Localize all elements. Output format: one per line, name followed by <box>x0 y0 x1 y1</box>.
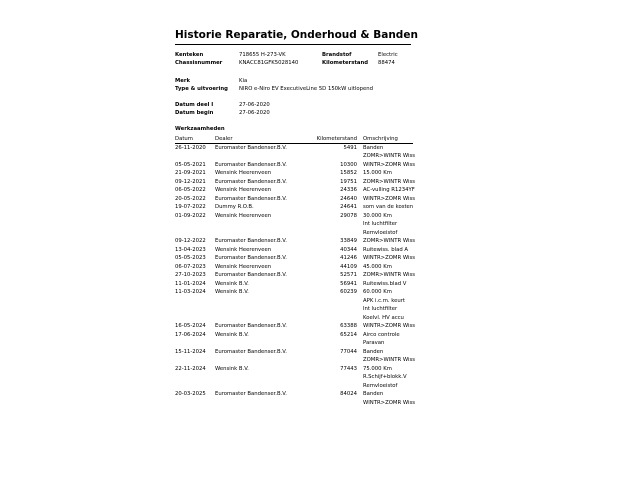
row-km: 52571 <box>340 272 357 278</box>
row-date: 27-10-2023 <box>175 272 206 278</box>
datum-begin-value: 27-06-2020 <box>239 110 270 116</box>
row-date: 11-03-2024 <box>175 289 206 295</box>
row-dealer: Wensink Heerenveen <box>215 187 272 193</box>
row-description: ZOMR>WINTR Wiss <box>363 178 415 185</box>
row-dealer: Wensink Heerenveen <box>215 246 272 253</box>
kilometerstand-label: Kilometerstand <box>322 60 369 66</box>
row-km: 33849 <box>340 238 357 244</box>
table-row <box>0 213 640 222</box>
row-date: 26-11-2020 <box>175 144 206 151</box>
row-km: 60239 <box>340 289 357 295</box>
brandstof-label: Brandstof <box>322 52 352 58</box>
row-date: 21-09-2021 <box>175 170 206 176</box>
table-row <box>0 238 640 247</box>
header-km: Kilometerstand <box>316 136 357 142</box>
row-dealer: Wensink B.V. <box>215 331 249 338</box>
row-km: 5491 <box>343 144 357 151</box>
row-dealer: Euromaster Bandenser.B.V. <box>215 255 287 261</box>
row-date: 17-06-2024 <box>175 331 206 338</box>
merk-value: Kia <box>239 78 248 84</box>
row-description: ZOMR>WINTR Wiss <box>363 272 415 278</box>
table-row <box>0 187 640 196</box>
chassis-label: Chassisnummer <box>175 60 223 66</box>
row-dealer: Wensink Heerenveen <box>215 170 272 176</box>
row-date: 01-09-2022 <box>175 212 206 219</box>
row-description: Koelvl. HV accu <box>363 314 404 321</box>
table-row <box>0 323 640 332</box>
row-dealer: Euromaster Bandenser.B.V. <box>215 178 287 185</box>
table-row <box>0 179 640 188</box>
row-km: 15852 <box>340 170 357 176</box>
datum-begin-label: Datum begin <box>175 110 214 116</box>
row-km: 56941 <box>340 280 357 287</box>
row-description: AC-vulling R1234YF <box>363 187 415 193</box>
row-km: 10300 <box>340 161 357 168</box>
row-description: 60.000 Km <box>363 289 392 295</box>
row-description: Ruitewiss.blad V <box>363 280 407 287</box>
section-title: Werkzaamheden <box>175 126 225 132</box>
row-description: 15.000 Km <box>363 170 392 176</box>
row-km: 41246 <box>340 255 357 261</box>
table-row <box>0 391 640 400</box>
table-row <box>0 196 640 205</box>
row-description: WINTR>ZOMR Wiss <box>363 323 415 329</box>
row-description: Ruitewiss. blad A <box>363 246 409 253</box>
title-divider <box>175 44 411 45</box>
header-dealer: Dealer <box>215 136 233 142</box>
datum-deel-value: 27-06-2020 <box>239 102 270 108</box>
row-date: 22-11-2024 <box>175 365 206 372</box>
row-km: 24641 <box>340 204 357 210</box>
table-row <box>0 264 640 273</box>
row-description: WINTR>ZOMR Wiss <box>363 255 415 261</box>
page-title: Historie Reparatie, Onderhoud & Banden <box>175 29 418 41</box>
kenteken-label: Kenteken <box>175 52 204 58</box>
row-dealer: Euromaster Bandenser.B.V. <box>215 161 287 168</box>
table-row <box>0 162 640 171</box>
row-km: 40344 <box>340 246 357 253</box>
row-km: 63388 <box>340 323 357 329</box>
row-dealer: Euromaster Bandenser.B.V. <box>215 238 287 244</box>
row-description: R.Schijf+blokk.V <box>363 374 407 380</box>
row-date: 11-01-2024 <box>175 280 206 287</box>
row-date: 09-12-2022 <box>175 238 206 244</box>
kilometerstand-value: 88474 <box>378 60 395 66</box>
row-dealer: Euromaster Bandenser.B.V. <box>215 272 287 278</box>
table-row <box>0 349 640 358</box>
row-date: 13-04-2023 <box>175 246 206 253</box>
row-dealer: Euromaster Bandenser.B.V. <box>215 144 287 151</box>
row-description: ZOMR>WINTR Wiss <box>363 357 415 363</box>
row-km: 77044 <box>340 348 357 355</box>
row-description: 30.000 Km <box>363 212 392 219</box>
row-description: 75.000 Km <box>363 365 392 372</box>
row-description: Banden <box>363 348 384 355</box>
table-row <box>0 204 640 213</box>
row-date: 06-07-2023 <box>175 263 206 270</box>
row-dealer: Wensink Heerenveen <box>215 212 272 219</box>
row-dealer: Dummy R.O.B. <box>215 204 254 210</box>
row-description: ZOMR>WINTR Wiss <box>363 153 415 159</box>
table-row <box>0 289 640 298</box>
row-date: 15-11-2024 <box>175 348 206 355</box>
row-date: 20-05-2022 <box>175 195 206 202</box>
row-description: WINTR>ZOMR Wiss <box>363 161 415 168</box>
header-desc: Omschrijving <box>363 136 398 142</box>
row-km: 84024 <box>340 391 357 397</box>
brandstof-value: Electric <box>378 52 398 58</box>
row-dealer: Euromaster Bandenser.B.V. <box>215 195 287 202</box>
row-description: Int luchtfilter <box>363 221 398 227</box>
row-description: Remvloeistof <box>363 382 398 389</box>
chassis-value: KNACC81GFK5028140 <box>239 60 299 66</box>
kenteken-value: 718655 H-273-VK <box>239 52 286 58</box>
table-row <box>0 255 640 264</box>
row-dealer: Wensink B.V. <box>215 289 249 295</box>
row-date: 20-03-2025 <box>175 391 206 397</box>
row-dealer: Euromaster Bandenser.B.V. <box>215 348 287 355</box>
row-km: 77443 <box>340 365 357 372</box>
row-date: 09-12-2021 <box>175 178 206 185</box>
row-description: Airco controle <box>363 331 400 338</box>
row-description: Banden <box>363 144 384 151</box>
table-row <box>0 145 640 154</box>
table-row <box>0 281 640 290</box>
row-km: 44109 <box>340 263 357 270</box>
row-km: 29078 <box>340 212 357 219</box>
row-dealer: Wensink B.V. <box>215 365 249 372</box>
row-description: Banden <box>363 391 384 397</box>
row-date: 16-05-2024 <box>175 323 206 329</box>
row-km: 24336 <box>340 187 357 193</box>
row-dealer: Wensink Heerenveen <box>215 263 272 270</box>
row-description: Paravan <box>363 340 385 346</box>
row-date: 06-05-2022 <box>175 187 206 193</box>
type-label: Type & uitvoering <box>175 86 228 92</box>
row-description: WINTR>ZOMR Wiss <box>363 399 415 406</box>
row-description: WINTR>ZOMR Wiss <box>363 195 415 202</box>
row-date: 19-07-2022 <box>175 204 206 210</box>
merk-label: Merk <box>175 78 190 84</box>
row-description: som van de kosten <box>363 204 414 210</box>
row-dealer: Wensink B.V. <box>215 280 249 287</box>
header-date: Datum <box>175 136 193 142</box>
type-value: NIRO e-Niro EV ExecutiveLine 5D 150kW uitlopend <box>239 86 374 92</box>
row-date: 05-05-2023 <box>175 255 206 261</box>
row-description: Remvloeistof <box>363 229 398 236</box>
row-description: ZOMR>WINTR Wiss <box>363 238 415 244</box>
table-row <box>0 366 640 375</box>
row-km: 24640 <box>340 195 357 202</box>
row-date: 05-05-2021 <box>175 161 206 168</box>
table-row <box>0 332 640 341</box>
row-description: 45.000 Km <box>363 263 392 270</box>
table-row <box>0 247 640 256</box>
row-dealer: Euromaster Bandenser.B.V. <box>215 323 287 329</box>
datum-deel-label: Datum deel I <box>175 102 214 108</box>
row-km: 19751 <box>340 178 357 185</box>
table-row <box>0 170 640 179</box>
row-description: Int luchtfilter <box>363 306 398 312</box>
row-description: APK i.c.m. keurt <box>363 297 406 304</box>
row-km: 65214 <box>340 331 357 338</box>
table-row <box>0 272 640 281</box>
row-dealer: Euromaster Bandenser.B.V. <box>215 391 287 397</box>
